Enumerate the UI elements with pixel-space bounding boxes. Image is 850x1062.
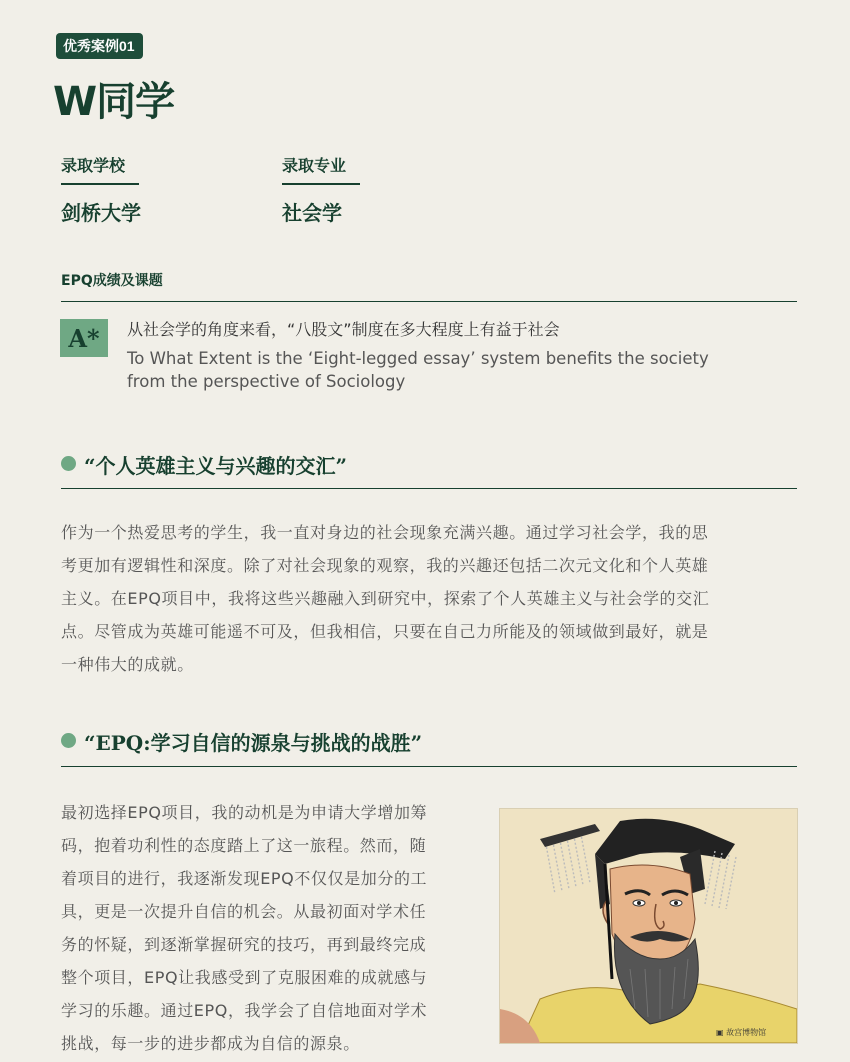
school-underline xyxy=(61,183,139,185)
paragraph-line: 学习的乐趣。通过EPQ，我学会了自信地面对学术 xyxy=(61,1001,428,1020)
epq-topic-chinese: 从社会学的角度来看，“八股文”制度在多大程度上有益于社会 xyxy=(127,320,560,339)
epq-grade-badge: A* xyxy=(60,319,108,357)
paragraph-line: 挑战，每一步的进步都成为自信的源泉。 xyxy=(61,1034,360,1053)
paragraph-line: 务的怀疑，到逐渐掌握研究的技巧，再到最终完成 xyxy=(61,935,427,954)
section2-bullet-icon xyxy=(61,733,76,748)
section1-paragraph xyxy=(61,516,797,681)
case-badge: 优秀案例01 xyxy=(56,33,143,59)
emperor-portrait-image xyxy=(499,808,798,1044)
image-credit xyxy=(716,1027,766,1038)
paragraph-line: 码，抱着功利性的态度踏上了这一旅程。然而，随 xyxy=(61,836,427,855)
school-label: 录取学校 xyxy=(61,156,126,175)
section2-title: “EPQ:学习自信的源泉与挑战的战胜” xyxy=(84,731,423,755)
student-name: W同学 xyxy=(53,79,175,125)
major-label: 录取专业 xyxy=(282,156,347,175)
paragraph-line: 一种伟大的成就。 xyxy=(61,655,194,674)
paragraph-line: 整个项目，EPQ让我感受到了克服困难的成就感与 xyxy=(61,968,428,987)
paragraph-line: 着项目的进行，我逐渐发现EPQ不仅仅是加分的工 xyxy=(61,869,428,888)
paragraph-line: 主义。在EPQ项目中，我将这些兴趣融入到研究中，探索了个人英雄主义与社会学的交汇 xyxy=(61,589,710,608)
paragraph-line: 点。尽管成为英雄可能遥不可及，但我相信，只要在自己力所能及的领域做到最好，就是 xyxy=(61,622,709,641)
section2-paragraph xyxy=(61,796,481,1060)
epq-label: EPQ成绩及课题 xyxy=(61,273,163,289)
section1-title: “个人英雄主义与兴趣的交汇” xyxy=(84,454,348,478)
school-value: 剑桥大学 xyxy=(61,201,141,225)
epq-topic-english-line: from the perspective of Sociology xyxy=(127,372,406,391)
paragraph-line: 最初选择EPQ项目，我的动机是为申请大学增加筹 xyxy=(61,803,428,822)
museum-logo-icon: ▣ xyxy=(716,1028,727,1037)
section1-bullet-icon xyxy=(61,456,76,471)
paragraph-line: 作为一个热爱思考的学生，我一直对身边的社会现象充满兴趣。通过学习社会学，我的思 xyxy=(61,523,709,542)
major-underline xyxy=(282,183,360,185)
epq-topic-english xyxy=(127,347,807,393)
section1-divider xyxy=(61,488,797,489)
epq-divider xyxy=(61,301,797,302)
section2-divider xyxy=(61,766,797,767)
image-credit-text: 故宫博物馆 xyxy=(726,1028,767,1037)
major-value: 社会学 xyxy=(282,201,342,225)
paragraph-line: 具，更是一次提升自信的机会。从最初面对学术任 xyxy=(61,902,427,921)
paragraph-line: 考更加有逻辑性和深度。除了对社会现象的观察，我的兴趣还包括二次元文化和个人英雄 xyxy=(61,556,709,575)
epq-topic-english-line: To What Extent is the ‘Eight-legged essay’ system benefits the society xyxy=(127,349,709,368)
